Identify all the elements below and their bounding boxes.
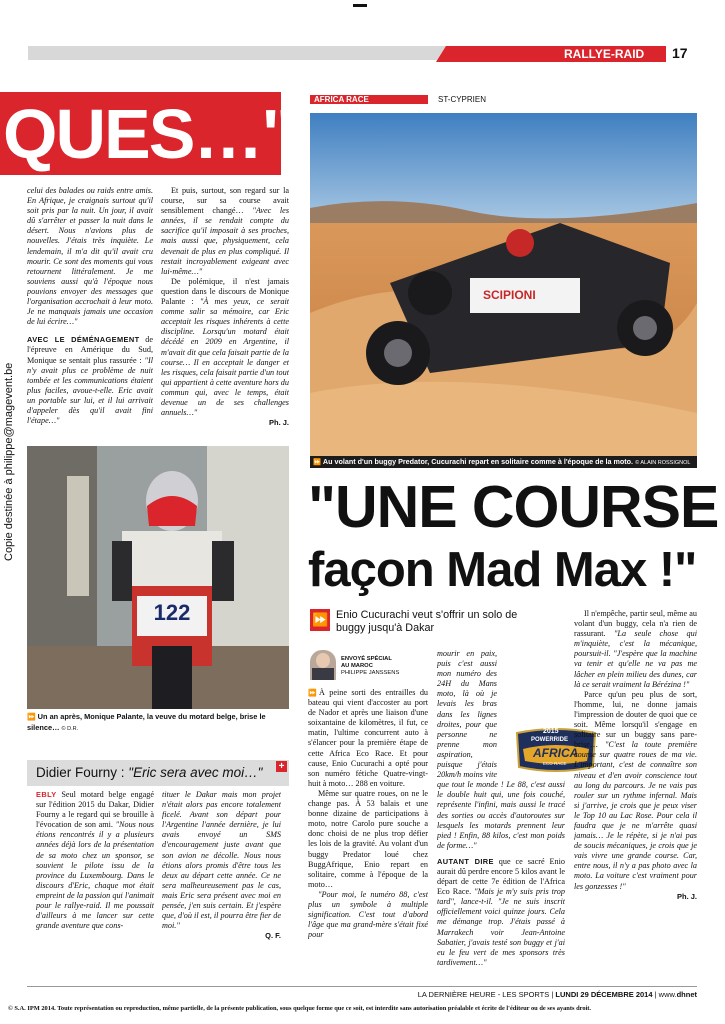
- footer-line: LA DERNIÈRE HEURE - LES SPORTS | LUNDI 29 DÉCEMBRE 2014 | www.dhnet: [417, 990, 697, 999]
- caption-arrows-icon: ⏩: [27, 714, 38, 721]
- left-article-signature: Ph. J.: [268, 418, 289, 428]
- buggy-photo: [310, 113, 697, 456]
- left-article-col2: [161, 186, 289, 442]
- page-number: 17: [672, 45, 688, 61]
- left-col2-p1: Et puis, surtout, son regard sur la course, sur sa course avait sensiblement changé… "Avec les années, il se rendait compte du sacrifice qu'il imposait à ses proches, mais aussi que, physiquement, cela devenait de plus en plus compliqué. Il restait incroyablement exigeant avec lui-même…": [161, 186, 289, 276]
- main-col2-p2: AUTANT DIRE que ce sacré Enio aurait dû perdre encore 5 kilos avant le départ de cette 7e édition de l'Africa Eco Race. "Mais je m'y suis pris trop tard", lance-t-il. "Je ne suis inscrit officiellement voici quinze jours. Cela me démange trop. J'étais passé à Marrakech voir Jean-Antoine Sabatier, j'avais testé son buggy et j'ai eu le feu vert de mes sponsors très tardivement…": [437, 856, 565, 967]
- header-gray-bar: [28, 46, 448, 60]
- crop-mark: [353, 4, 367, 7]
- logo-brand: POWERRIDE: [531, 737, 569, 743]
- main-col3-p1: Il n'empêche, partir seul, même au volant d'un buggy, cela n'a rien de rassurant. "La seule chose qui m'inquiète, c'est la mécanique, poursuit-il. "J'espère que la machine va tenir et qu'elle ne va pas me lâcher en plein milieu des dunes, car là ce serait vraiment la Bérézina !": [574, 609, 697, 689]
- main-article-signature: Ph. J.: [676, 891, 697, 901]
- footer-rule: [27, 986, 697, 987]
- logo-year: 2015: [543, 728, 559, 735]
- buggy-sponsor-text: SCIPIONI: [483, 288, 536, 302]
- logo-tagline: ECO RACE: [543, 761, 567, 766]
- footer-site: dhnet: [676, 990, 697, 999]
- sidebar-cross-icon: +: [276, 761, 287, 772]
- byline: ENVOYÉ SPÉCIAL AU MAROC PHILIPPE JANSSENS: [341, 656, 400, 676]
- left-headline: QUES…": [3, 95, 293, 173]
- main-col2-p1: mourir en paix, puis c'est aussi mon numéro des 24H du Mans moto, là où je levais les bras dans les lignes droites, pour que personne ne prenne mon aspiration, puisque j'étais 20km/h moins vite que tout le monde ! Le 88, c'est aussi le double huit qui, une fois couché, représente l'infini, mais aussi le tracé des sorties ou accès d'autoroutes sur lesquels les motards prennent leur pied ! Enfin, 88 kilos, c'est mon poids de forme…": [437, 649, 565, 850]
- caption-arrows-icon: ⏩: [313, 459, 323, 466]
- main-article-col2: [437, 649, 565, 974]
- byline-avatar: [310, 650, 336, 680]
- left-col1-p2: AVEC LE DÉMÉNAGEMENT de l'épreuve en Amérique du Sud, Monique se sentait plus rassurée : "Il n'y avait plus ce problème de nuit tombée et les communications étaient plus faciles, avoue-t-elle. Eric avait un portable sur lui, et il lui arrivait d'appeler dès qu'il avait fini l'étape…": [27, 335, 153, 426]
- location-label: ST-CYPRIEN: [438, 95, 487, 104]
- logo-name: AFRICA: [533, 746, 579, 760]
- paragraph-arrow-icon: ⏩: [308, 689, 320, 697]
- sidebar-col2: tituer le Dakar mais mon projet n'était alors pas encore totalement ficelé. Avant son départ pour l'Argentine l'année dernière, je lui avais envoyé un SMS d'encouragement juste avant que son avion ne décolle. Nous nous étions alors promis d'être tous les deux au départ cette année. Ce ne sera malheureusement pas le cas, mais Eric sera présent avec moi en pensée, j'en suis certain. Et j'espère que, d'où il est, il pourra être fier de moi." Q. F.: [162, 790, 281, 941]
- main-headline-line1: "UNE COURSE: [308, 474, 719, 540]
- sidebar-title: Didier Fourny : "Eric sera avec moi…": [36, 765, 263, 780]
- subhead: Enio Cucurachi veut s'offrir un solo de buggy jusqu'à Dakar: [336, 609, 518, 634]
- main-article-col1: [308, 688, 428, 974]
- side-copy-notice: Copie destinée à philippe@magevent.be: [3, 362, 15, 561]
- main-col1-p2: Même sur quatre roues, on ne le change pas. À 53 balais et une bonne dizaine de participations à moto, notre Carolo pure souche a donc choisi de ne plus trop défier les lois de la gravité. Au volant d'un buggy Predator loué chez BuggAfrique, Enio repart en solitaire, comme à l'époque de la moto…: [308, 788, 428, 889]
- main-article-col3: [574, 609, 697, 974]
- buggy-caption: ⏩ Au volant d'un buggy Predator, Cucurachi repart en solitaire comme à l'époque de la moto. © ALAIN ROSSIGNOL: [313, 457, 691, 466]
- left-article-col1: [27, 186, 153, 442]
- footer-copyright: © S.A. IPM 2014. Toute représentation ou reproduction, même partielle, de la présente publication, sous quelque forme que ce soit, est interdite sans autorisation préalable et écrite de l'éditeur ou de ses ayants droit.: [8, 1005, 592, 1012]
- moto-caption: ⏩ Un an après, Monique Palante, la veuve du motard belge, brise le silence… © D.R.: [27, 712, 266, 732]
- main-col1-p3: "Pour moi, le numéro 88, c'est plus un symbole à multiple signification. C'est tout d'abord l'âge que ma grand-mère s'était fixé pour: [308, 889, 428, 940]
- main-col1-p1: ⏩À peine sorti des entrailles du bateau qui vient d'accoster au port de Nador et après une liaison d'une soixantaine de kilomètres, il fut, ce matin, l'ultime concurrent auto à s'élancer pour la première étape de cette Africa Eco Race. Et pour cause, Enio Cucurachi a opté pour son numéro fétiche Quatre-vingt-huit à moto… 288 en voiture.: [308, 688, 428, 788]
- sidebar-signature: Q. F.: [265, 931, 281, 941]
- moto-bib-number: 122: [153, 600, 191, 625]
- moto-photo-illustration: [27, 446, 289, 709]
- main-headline-line2: façon Mad Max !": [308, 543, 697, 597]
- left-col2-p2: De polémique, il n'est jamais question dans le discours de Monique Palante : "À mes yeux, ce serait comme salir sa mémoire, car Eric acceptait les risques inhérents à cette discipline. Lorsqu'un motard était décédé en 2009 en Argentine, il m'avait dit que cela faisait partie de la course… Il en acceptait le danger et les risques, cela faisait partie d'un tout qui appartient à cette aventure hors du commun qui, avec le temps, était devenue un de ses challenges annuels…": [161, 276, 289, 418]
- subhead-arrows-icon: ⏩: [312, 612, 329, 627]
- subsection-label: AFRICA RACE: [314, 95, 369, 104]
- sidebar-col1: EBLY Seul motard belge engagé sur l'édition 2015 du Dakar, Didier Fourny a le regard qui se brouille à l'évocation de son ami. "Nous nous étions rencontrés il y a plusieurs années déjà lors de la présentation de sa moto chez un sponsor, se souvient le pilote issu de la province du Luxembourg. Dans le discours d'Eric, chaque mot était empreint de la passion qui l'animait pour le rallye-raid. Il me poussait d'ailleurs à me lancer sur cette grande aventure que cons-: [36, 790, 154, 931]
- moto-photo: [27, 446, 289, 709]
- section-label: RALLYE-RAID: [564, 47, 645, 61]
- buggy-photo-illustration: [310, 113, 697, 456]
- left-col1-p1: celui des balades ou raids entre amis. En Afrique, je craignais surtout qu'il soit pris par la nuit. Un jour, il avait dû s'arrêter et passer la nuit dans le désert. Nous n'avions plus de nouvelles. J'étais très inquiète. Le lendemain, il m'a dit qu'il avait cru mourir. Ce sont des moments qui vous retournent littéralement. Je me souviens aussi qu'à l'époque nous pouvions envoyer des messages que l'organisation accrochait à leur moto. Je ne manquais jamais une occasion de lui écrire…": [27, 186, 153, 327]
- main-col3-p2: Parce qu'un peu plus de sort, l'homme, lui, ne donne jamais l'impression de douter de quoi que ce soit. Même lorsqu'il s'engage en solitaire sur un buggy sans pare-brise… "C'est la toute première course sur quatre roues de ma vie. L'important, c'est de connaître son niveau et d'en avoir conscience tout au long du parcours. Je ne vais pas rouler sur un rythme infernal. Mais si j'arrive, je crois que je peux viser le Top 10 au Lac Rose. Pour cela il faudra que je ne m'arrête quasi jamais… Je le répète, si je n'ai pas de soucis mécaniques, je crois que je vais vivre une grande course. Car, entre nous, il n'y a pas photo avec la moto. La voiture c'est vraiment pour les gonzesses !": [574, 689, 697, 891]
